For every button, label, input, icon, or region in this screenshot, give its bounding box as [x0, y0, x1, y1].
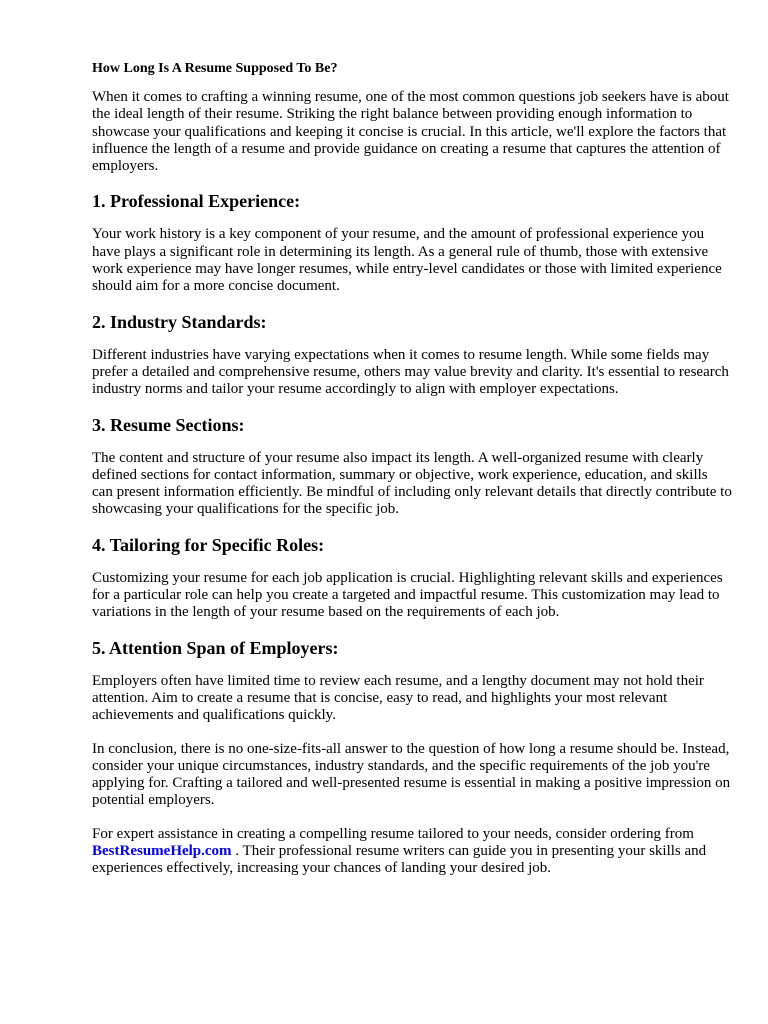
cta-text-before: For expert assistance in creating a compelling resume tailored to your needs, consider ordering from: [92, 825, 694, 842]
conclusion-paragraph: In conclusion, there is no one-size-fits-all answer to the question of how long a resume should be. Instead, consider your unique circumstances, industry standards, and the specific requirements of the job you're applying for. Crafting a tailored and well-presented resume is essential in making a positive impression on potential employers.: [92, 740, 731, 809]
cta-text-after: . Their professional resume writers can guide you in presenting your skills and experiences effectively, increasing your chances of landing your desired job.: [92, 843, 707, 877]
cta-paragraph: [92, 826, 732, 878]
section-body-attention-span: Employers often have limited time to review each resume, and a lengthy document may not hold their attention. Aim to create a resume that is concise, easy to read, and highlights your most relevant achievements and qualifications quickly.: [92, 672, 704, 724]
section-heading-professional-experience: 1. Professional Experience:: [92, 191, 301, 212]
intro-paragraph: When it comes to crafting a winning resume, one of the most common questions job seekers have is about the ideal length of their resume. Striking the right balance between providing enough information to showcase your qualifications and keeping it concise is crucial. In this article, we'll explore the factors that influence the length of a resume and provide guidance on creating a resume that captures the attention of employers.: [92, 89, 729, 175]
section-body-resume-sections: The content and structure of your resume also impact its length. A well-organized resume with clearly defined sections for contact information, summary or objective, work experience, education, and skills can present information efficiently. Be mindful of including only relevant details that directly contribute to showcasing your qualifications for the specific job.: [92, 449, 732, 518]
section-body-professional-experience: Your work history is a key component of your resume, and the amount of professional experience you have plays a significant role in determining its length. As a general rule of thumb, those with extensive work experience may have longer resumes, while entry-level candidates or those with limited experience should aim for a more concise document.: [92, 226, 722, 295]
document-title: How Long Is A Resume Supposed To Be?: [92, 61, 338, 76]
section-heading-attention-span: 5. Attention Span of Employers:: [92, 637, 339, 658]
section-body-industry-standards: Different industries have varying expectations when it comes to resume length. While some fields may prefer a detailed and comprehensive resume, others may value brevity and clarity. It's essential to research industry norms and tailor your resume accordingly to align with employer expectations.: [92, 346, 729, 398]
document-page: [92, 60, 732, 894]
section-heading-resume-sections: 3. Resume Sections:: [92, 414, 245, 435]
section-heading-industry-standards: 2. Industry Standards:: [92, 311, 267, 332]
bestresumehelp-link[interactable]: BestResumeHelp.com: [92, 843, 232, 860]
section-heading-tailoring: 4. Tailoring for Specific Roles:: [92, 534, 325, 555]
section-body-tailoring: Customizing your resume for each job application is crucial. Highlighting relevant skills and experiences for a particular role can help you create a targeted and impactful resume. This customization may lead to variations in the length of your resume based on the requirements of each job.: [92, 569, 723, 621]
